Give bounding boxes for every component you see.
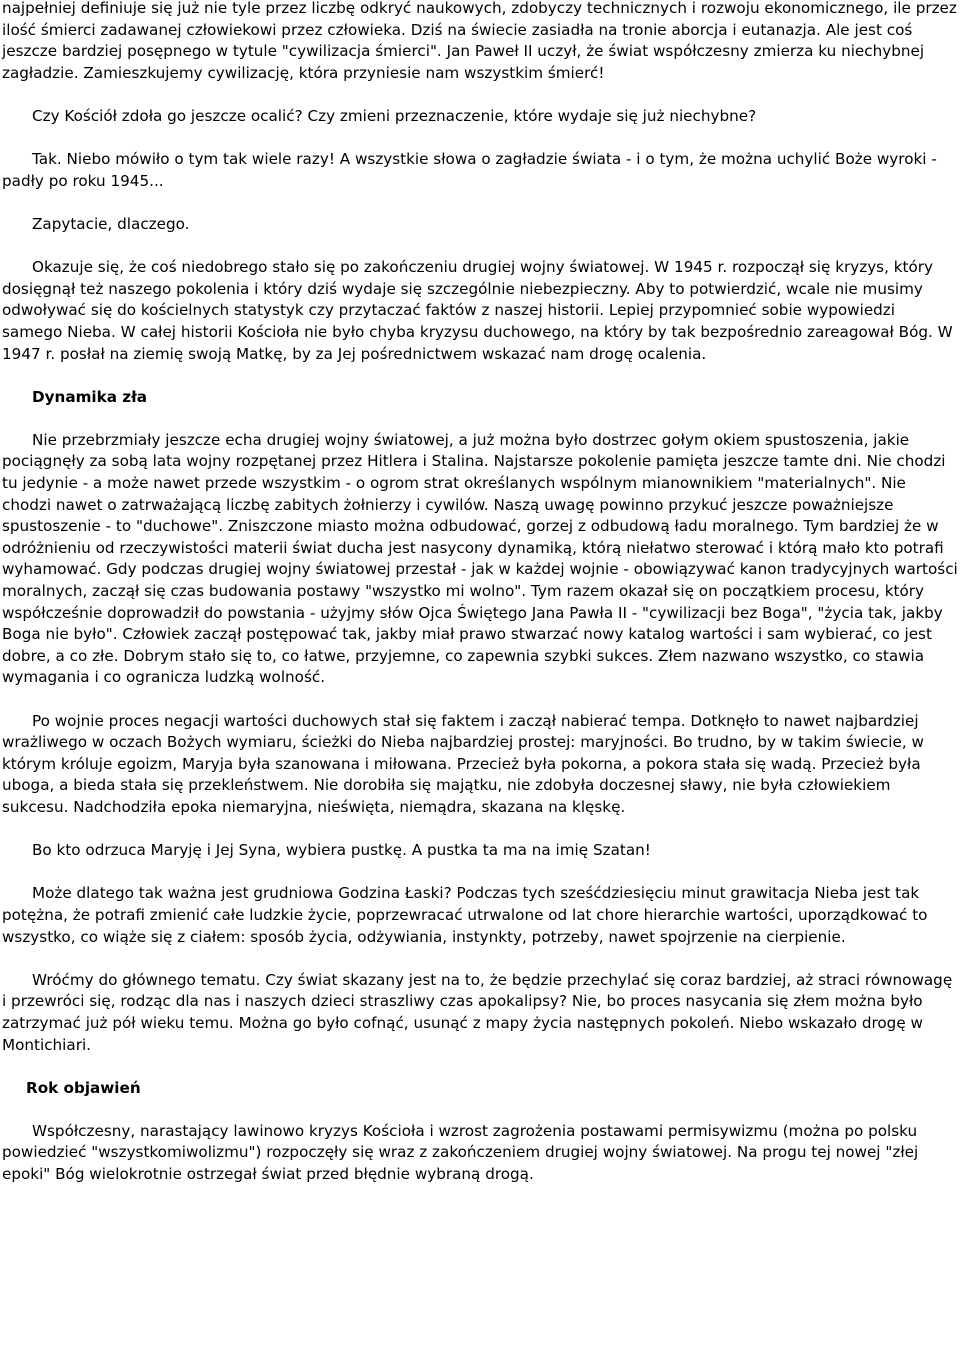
paragraph-emptiness: Bo kto odrzuca Maryję i Jej Syna, wybiera pustkę. A pustka ta ma na imię Szatan!: [32, 841, 651, 860]
paragraph-why: Zapytacie, dlaczego.: [32, 214, 190, 233]
paragraph-return: Wróćmy do głównego tematu. Czy świat skazany jest na to, że będzie przechylać się coraz bardziej, aż straci równowagę i przewróci się, rodząc dla nas i naszych dzieci straszliwy czas apokalipsy? Nie, bo proces nasycania się złem można było zatrzymać już pół wieku temu. Można go było cofnąć, usunąć z mapy życia następnych pokoleń. Niebo wskazało drogę w Montichiari.: [2, 970, 953, 1054]
paragraph-question: Czy Kościół zdoła go jeszcze ocalić? Czy zmieni przeznaczenie, które wydaje się już niechybne?: [32, 106, 757, 125]
section-heading-dynamika: Dynamika zła: [32, 387, 147, 406]
paragraph-war-aftermath: Nie przebrzmiały jeszcze echa drugiej wojny światowej, a już można było dostrzec gołym okiem spustoszenia, jakie pociągnęły za sobą lata wojny rozpętanej przez Hitlera i Stalina. Najstarsze pokolenie pamięta jeszcze tamte dni. Nie chodzi tu jedynie - a może nawet przede wszystkim - o ogrom strat określanych wspólnym mianownikiem "materialnych". Nie chodzi nawet o zatrważającą liczbę zabitych żołnierzy i cywilów. Naszą uwagę powinno przykuć jeszcze poważniejsze spustoszenie - to "duchowe". Zniszczone miasto można odbudować, gorzej z odbudową ładu moralnego. Tym bardziej że w odróżnieniu od rzeczywistości materii świat ducha jest nasycony dynamiką, którą niełatwo sterować i którą mało kto potrafi wyhamować. Gdy podczas drugiej wojny światowej przestał - jak w każdej wojnie - obowiązywać kanon tradycyjnych wartości moralnych, zaczął się czas budowania postawy "wszystko mi wolno". Tym razem okazał się on początkiem procesu, który współcześnie doprowadził do powstania - użyjmy słów Ojca Świętego Jana Pawła II - "cywilizacji bez Boga", "życia tak, jakby Boga nie było". Człowiek zaczął postępować tak, jakby miał prawo stwarzać nowy katalog wartości i sam wybierać, co jest dobre, a co złe. Dobrym stało się to, co łatwe, przyjemne, co zapewnia szybki sukces. Złem nazwano wszystko, co stawia wymagania i co ogranicza ludzką wolność.: [2, 430, 958, 687]
paragraph-negation: Po wojnie proces negacji wartości duchowych stał się faktem i zaczął nabierać tempa. Dotknęło to nawet najbardziej wrażliwego w oczach Bożych wymiaru, ścieżki do Nieba najbardziej prostej: maryjności. Bo trudno, by w takim świecie, w którym króluje egoizm, Maryja była szanowana i miłowana. Przecież była pokorna, a pokora stała się wadą. Przecież była uboga, a bieda stała się przekleństwem. Nie dorobiła się majątku, nie zdobyła doczesnej sławy, nie była człowiekiem sukcesu. Nadchodziła epoka niemaryjna, nieświęta, niemądra, skazana na klęskę.: [2, 711, 924, 816]
paragraph-intro-continued: najpełniej definiuje się już nie tyle przez liczbę odkryć naukowych, zdobyczy technicznych i rozwoju ekonomicznego, ile przez ilość śmierci zadawanej człowiekowi przez człowieka. Dziś na świecie zasiadła na tronie aborcja i eutanazja. Ale jest coś jeszcze bardziej posępnego w tytule "cywilizacja śmierci". Jan Paweł II uczył, że świat współczesny zmierza ku niechybnej zagładzie. Zamieszkujemy cywilizację, która przyniesie nam wszystkim śmierć!: [2, 0, 957, 82]
section-heading-rok-objawien: Rok objawień: [26, 1078, 141, 1097]
paragraph-modern-crisis: Współczesny, narastający lawinowo kryzys Kościoła i wzrost zagrożenia postawami permisywizmu (można po polsku powiedzieć "wszystkomiwolizmu") rozpoczęły się wraz z zakończeniem drugiej wojny światowej. Na progu tej nowej "złej epoki" Bóg wielokrotnie ostrzegał świat przed błędnie wybraną drogą.: [2, 1121, 919, 1184]
paragraph-answer: Tak. Niebo mówiło o tym tak wiele razy! A wszystkie słowa o zagładzie świata - i o tym, że można uchylić Boże wyroki - padły po roku 1945...: [2, 150, 937, 190]
paragraph-hour-of-grace: Może dlatego tak ważna jest grudniowa Godzina Łaski? Podczas tych sześćdziesięciu minut grawitacja Nieba jest tak potężna, że potrafi zmienić całe ludzkie życie, poprzewracać utrwalone od lat chore hierarchie wartości, uporządkować to wszystko, co wiąże się z ciałem: sposób życia, odżywiania, instynkty, potrzeby, nawet spojrzenie na cierpienie.: [2, 884, 928, 946]
paragraph-crisis: Okazuje się, że coś niedobrego stało się po zakończeniu drugiej wojny światowej. W 1945 r. rozpoczął się kryzys, który dosięgnął też naszego pokolenia i który dziś wydaje się szczególnie niebezpieczny. Aby to potwierdzić, wcale nie musimy odwoływać się do kościelnych statystyk czy przytaczać faktów z naszej historii. Lepiej przypomnieć sobie wypowiedzi samego Nieba. W całej historii Kościoła nie było chyba kryzysu duchowego, na który by tak bezpośrednio zareagował Bóg. W 1947 r. posłał na ziemię swoją Matkę, by za Jej pośrednictwem wskazać nam drogę ocalenia.: [2, 258, 953, 363]
